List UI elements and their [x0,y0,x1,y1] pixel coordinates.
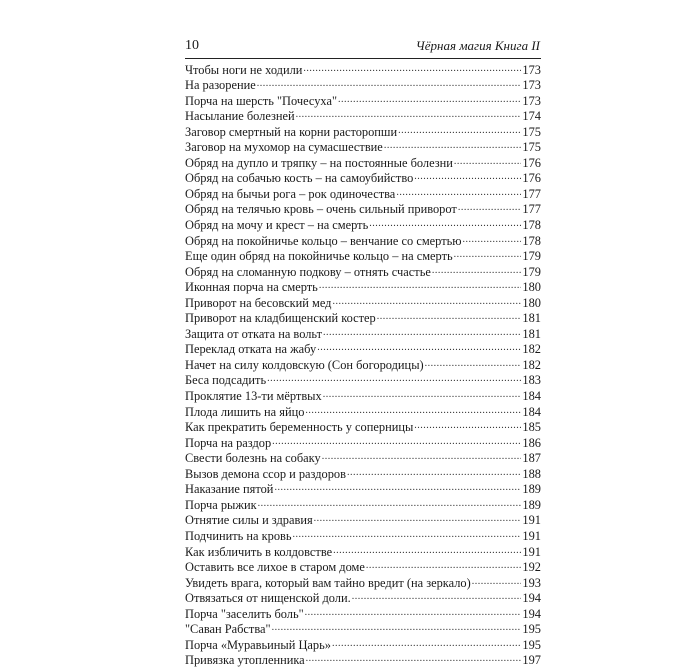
toc-entry-page: 195 [522,622,541,637]
toc-entry [185,652,541,667]
toc-leader-dots [432,265,522,279]
toc-entry-page: 193 [522,575,541,590]
toc-leader-dots [333,545,521,559]
toc-entry-title: Приворот на кладбищенский костер [185,311,376,326]
toc-leader-dots [303,63,521,77]
toc-leader-dots [305,607,522,621]
toc-entry-title: Переклад отката на жабу [185,342,317,357]
running-title: Чёрная магия Книга II [415,38,540,53]
toc-entry [185,590,541,606]
toc-entry-title: Подчинить на кровь [185,528,292,543]
toc-entry-page: 192 [522,560,541,575]
toc-leader-dots [306,653,522,667]
toc-entry [185,170,541,186]
toc-entry-title: Приворот на бесовский мед [185,295,332,310]
page-header [185,38,540,58]
toc-leader-dots [472,576,522,590]
toc-entry-page: 173 [522,93,541,108]
toc-entry-page: 194 [522,591,541,606]
toc-entry-page: 189 [522,497,541,512]
toc-leader-dots [319,280,522,294]
toc-entry-page: 176 [522,155,541,170]
toc-entry [185,450,541,466]
toc-entry [185,123,541,139]
toc-entry [185,185,541,201]
toc-leader-dots [274,482,521,496]
toc-entry-title: Вызов демона ссор и раздоров [185,466,346,481]
toc-entry-title: Обряд на собачью кость – на самоубийство [185,171,414,186]
toc-leader-dots [454,249,522,263]
toc-leader-dots [377,311,522,325]
toc-leader-dots [369,218,521,232]
toc-entry-page: 179 [522,249,541,264]
toc-entry-title: Еще один обряд на покойничье кольцо – на смерть [185,249,453,264]
toc-entry-title: Оставить все лихое в старом доме [185,560,365,575]
toc-entry-title: Проклятие 13-ти мёртвых [185,389,322,404]
toc-entry-page: 183 [522,373,541,388]
toc-entry [185,605,541,621]
toc-entry [185,481,541,497]
toc-entry-title: Заговор смертный на корни расторопши [185,124,398,139]
toc-entry-title: Порча рыжик [185,497,257,512]
toc-leader-dots [352,591,522,605]
toc-entry-title: На разорение [185,78,256,93]
toc-entry-page: 185 [522,420,541,435]
toc-entry-title: Обряд на дупло и тряпку – на постоянные болезни [185,155,453,170]
toc-entry-page: 182 [522,342,541,357]
toc-leader-dots [414,420,521,434]
toc-leader-dots [384,140,522,154]
toc-entry-title: Обряд на мочу и крест – на смерть [185,218,369,233]
toc-entry-page: 181 [522,326,541,341]
toc-entry-page: 181 [522,311,541,326]
header-rule [185,58,541,59]
toc-entry-page: 197 [522,653,541,667]
toc-entry-title: Защита от отката на вольт [185,326,323,341]
toc-entry [185,621,541,637]
toc-entry [185,248,541,264]
toc-entry-title: Насылание болезней [185,109,295,124]
toc-entry-page: 186 [522,435,541,450]
toc-entry-title: Чтобы ноги не ходили [185,62,303,77]
toc-entry [185,341,541,357]
toc-leader-dots [258,498,522,512]
toc-leader-dots [414,171,521,185]
toc-leader-dots [296,109,522,123]
toc-entry-title: Иконная порча на смерть [185,280,318,295]
toc-entry-page: 195 [522,637,541,652]
toc-entry [185,232,541,248]
page-number: 10 [185,38,199,53]
toc-entry-title: Обряд на бычьи рога – рок одиночества [185,186,396,201]
toc-entry-page: 177 [522,202,541,217]
toc-leader-dots [314,513,522,527]
toc-entry [185,574,541,590]
toc-entry [185,294,541,310]
toc-entry-page: 191 [522,544,541,559]
toc-entry [185,279,541,295]
toc-entry [185,356,541,372]
toc-entry [185,434,541,450]
toc-entry [185,372,541,388]
toc-leader-dots [272,622,522,636]
toc-entry [185,527,541,543]
toc-entry-title: Обряд на телячью кровь – очень сильный приворот [185,202,457,217]
toc-leader-dots [347,467,521,481]
toc-leader-dots [333,296,522,310]
toc-entry [185,201,541,217]
toc-entry-page: 178 [522,218,541,233]
toc-entry-page: 180 [522,280,541,295]
toc-entry-page: 179 [522,264,541,279]
toc-leader-dots [338,94,521,108]
toc-entry [185,543,541,559]
toc-entry [185,559,541,575]
toc-entry-title: Начет на силу колдовскую (Сон богородицы) [185,357,424,372]
toc-entry [185,636,541,652]
toc-entry-title: Как прекратить беременность у соперницы [185,420,414,435]
toc-entry-page: 187 [522,451,541,466]
toc-leader-dots [317,342,521,356]
toc-entry [185,263,541,279]
toc-entry-page: 184 [522,389,541,404]
toc-entry-title: Беса подсадить [185,373,267,388]
toc-entry-page: 184 [522,404,541,419]
toc-entry [185,512,541,528]
toc-entry [185,92,541,108]
toc-entry [185,216,541,232]
toc-entry [185,325,541,341]
toc-entry-title: Обряд на сломанную подкову – отнять счастье [185,264,431,279]
toc-entry-page: 189 [522,482,541,497]
toc-leader-dots [267,373,521,387]
toc-entry-page: 194 [522,606,541,621]
toc-entry-page: 177 [522,186,541,201]
toc-entry-title: Порча на раздор [185,435,272,450]
toc-entry-page: 175 [522,124,541,139]
toc-leader-dots [305,405,521,419]
toc-entry-title: Свести болезнь на собаку [185,451,321,466]
toc-entry-title: Порча "заселить боль" [185,606,304,621]
toc-entry-page: 174 [522,109,541,124]
toc-entry-page: 180 [522,295,541,310]
toc-entry-page: 188 [522,466,541,481]
toc-leader-dots [293,529,522,543]
toc-entry [185,403,541,419]
toc-entry-title: Отнятие силы и здравия [185,513,313,528]
toc-entry-title: Заговор на мухомор на сумасшествие [185,140,383,155]
toc-leader-dots [454,156,521,170]
toc-leader-dots [323,389,522,403]
toc-entry [185,154,541,170]
toc-entry [185,108,541,124]
toc-entry-page: 173 [522,78,541,93]
toc-entry-title: Увидеть врага, который вам тайно вредит (на зеркало) [185,575,471,590]
toc-leader-dots [425,358,522,372]
toc-entry-title: Наказание пятой [185,482,274,497]
toc-entry-title: Обряд на покойничье кольцо – венчание со смертью [185,233,462,248]
toc-leader-dots [366,560,522,574]
toc-entry-page: 191 [522,528,541,543]
toc-entry [185,77,541,93]
toc-leader-dots [396,187,521,201]
toc-entry-title: Плода лишить на яйцо [185,404,305,419]
toc-entry-title: "Саван Рабства" [185,622,271,637]
toc-entry-title: Привязка утопленника [185,653,305,667]
toc-leader-dots [322,451,522,465]
table-of-contents [185,61,541,667]
toc-entry [185,310,541,326]
toc-entry-page: 173 [522,62,541,77]
toc-leader-dots [272,436,521,450]
toc-entry [185,496,541,512]
toc-entry-title: Порча «Муравьиный Царь» [185,637,331,652]
toc-leader-dots [458,202,522,216]
toc-leader-dots [398,125,521,139]
toc-entry-title: Отвязаться от нищенской доли. [185,591,351,606]
toc-entry-page: 175 [522,140,541,155]
toc-entry [185,61,541,77]
toc-entry-title: Как избличить в колдовстве [185,544,333,559]
toc-leader-dots [323,327,521,341]
toc-leader-dots [463,234,522,248]
toc-leader-dots [257,78,522,92]
toc-entry-page: 178 [522,233,541,248]
toc-entry-title: Порча на шерсть "Почесуха" [185,93,338,108]
toc-entry [185,387,541,403]
toc-entry-page: 176 [522,171,541,186]
toc-entry-page: 191 [522,513,541,528]
toc-entry [185,465,541,481]
toc-leader-dots [332,638,521,652]
toc-entry-page: 182 [522,357,541,372]
toc-entry [185,139,541,155]
toc-entry [185,419,541,435]
